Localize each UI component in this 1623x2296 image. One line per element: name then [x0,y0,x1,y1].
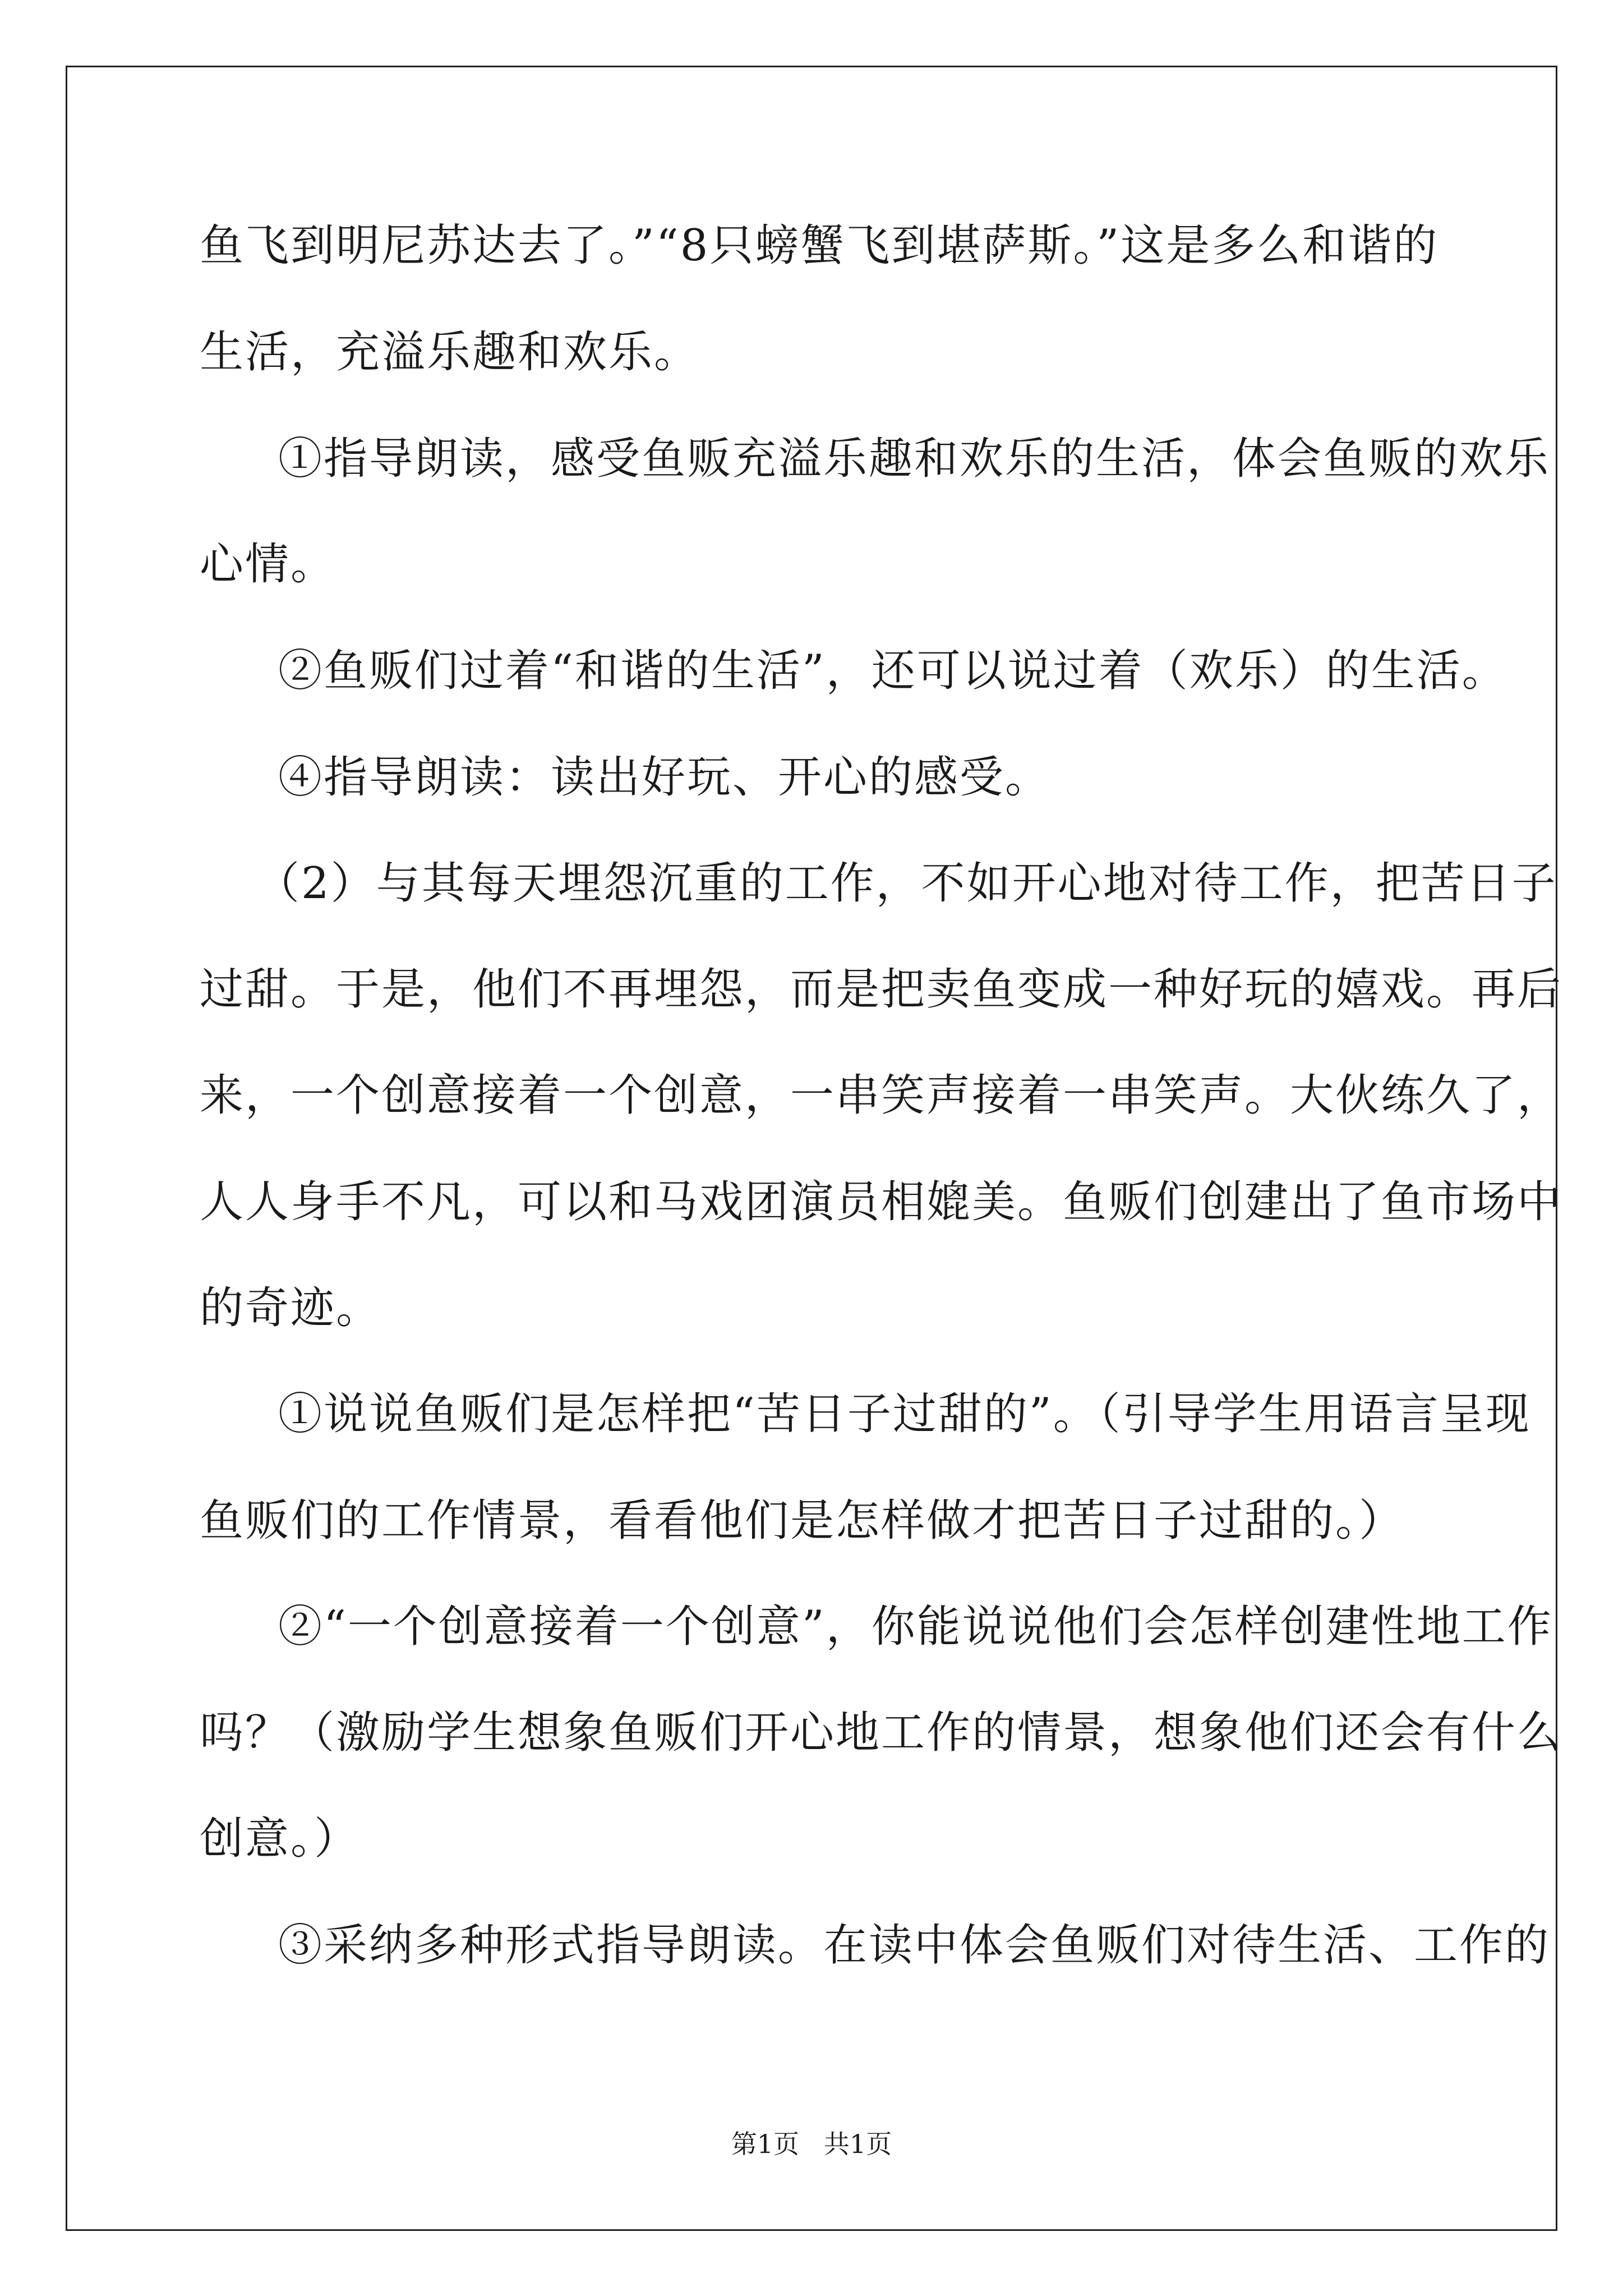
text-line: 鱼飞到明尼苏达去了。”“8只螃蟹飞到堪萨斯。”这是多么和谐的 [200,220,1439,271]
text-line: 的奇迹。 [200,1283,382,1333]
text-line: ③采纳多种形式指导朗读。在读中体会鱼贩们对待生活、工作的 [278,1920,1551,1971]
text-line: ①指导朗读，感受鱼贩充溢乐趣和欢乐的生活，体会鱼贩的欢乐 [278,434,1551,484]
text-line: 心情。 [200,539,336,590]
text-line: ②鱼贩们过着“和谐的生活”，还可以说过着（欢乐）的生活。 [278,646,1507,696]
text-line: 鱼贩们的工作情景，看看他们是怎样做才把苦日子过甜的。） [200,1496,1405,1546]
text-line: 生活，充溢乐趣和欢乐。 [200,327,700,378]
text-line: （2）与其每天埋怨沉重的工作，不如开心地对待工作，把苦日子 [256,858,1557,909]
text-line: 来，一个创意接着一个创意，一串笑声接着一串笑声。大伙练久了， [200,1070,1563,1121]
text-line: ①说说鱼贩们是怎样把“苦日子过甜的”。（引导学生用语言呈现 [278,1389,1531,1439]
text-line: 吗？（激励学生想象鱼贩们开心地工作的情景，想象他们还会有什么 [200,1708,1563,1758]
text-line: 过甜。于是，他们不再埋怨，而是把卖鱼变成一种好玩的嬉戏。再后 [200,964,1563,1015]
text-line: 创意。） [200,1814,360,1864]
text-line: 人人身手不凡，可以和马戏团演员相媲美。鱼贩们创建出了鱼市场中 [200,1177,1563,1227]
text-line: ②“一个创意接着一个创意”，你能说说他们会怎样创建性地工作 [278,1602,1553,1652]
page-number-footer: 第1页 共1页 [731,2129,892,2159]
page-border [66,66,1557,2231]
text-line: ④指导朗读：读出好玩、开心的感受。 [278,752,1051,803]
